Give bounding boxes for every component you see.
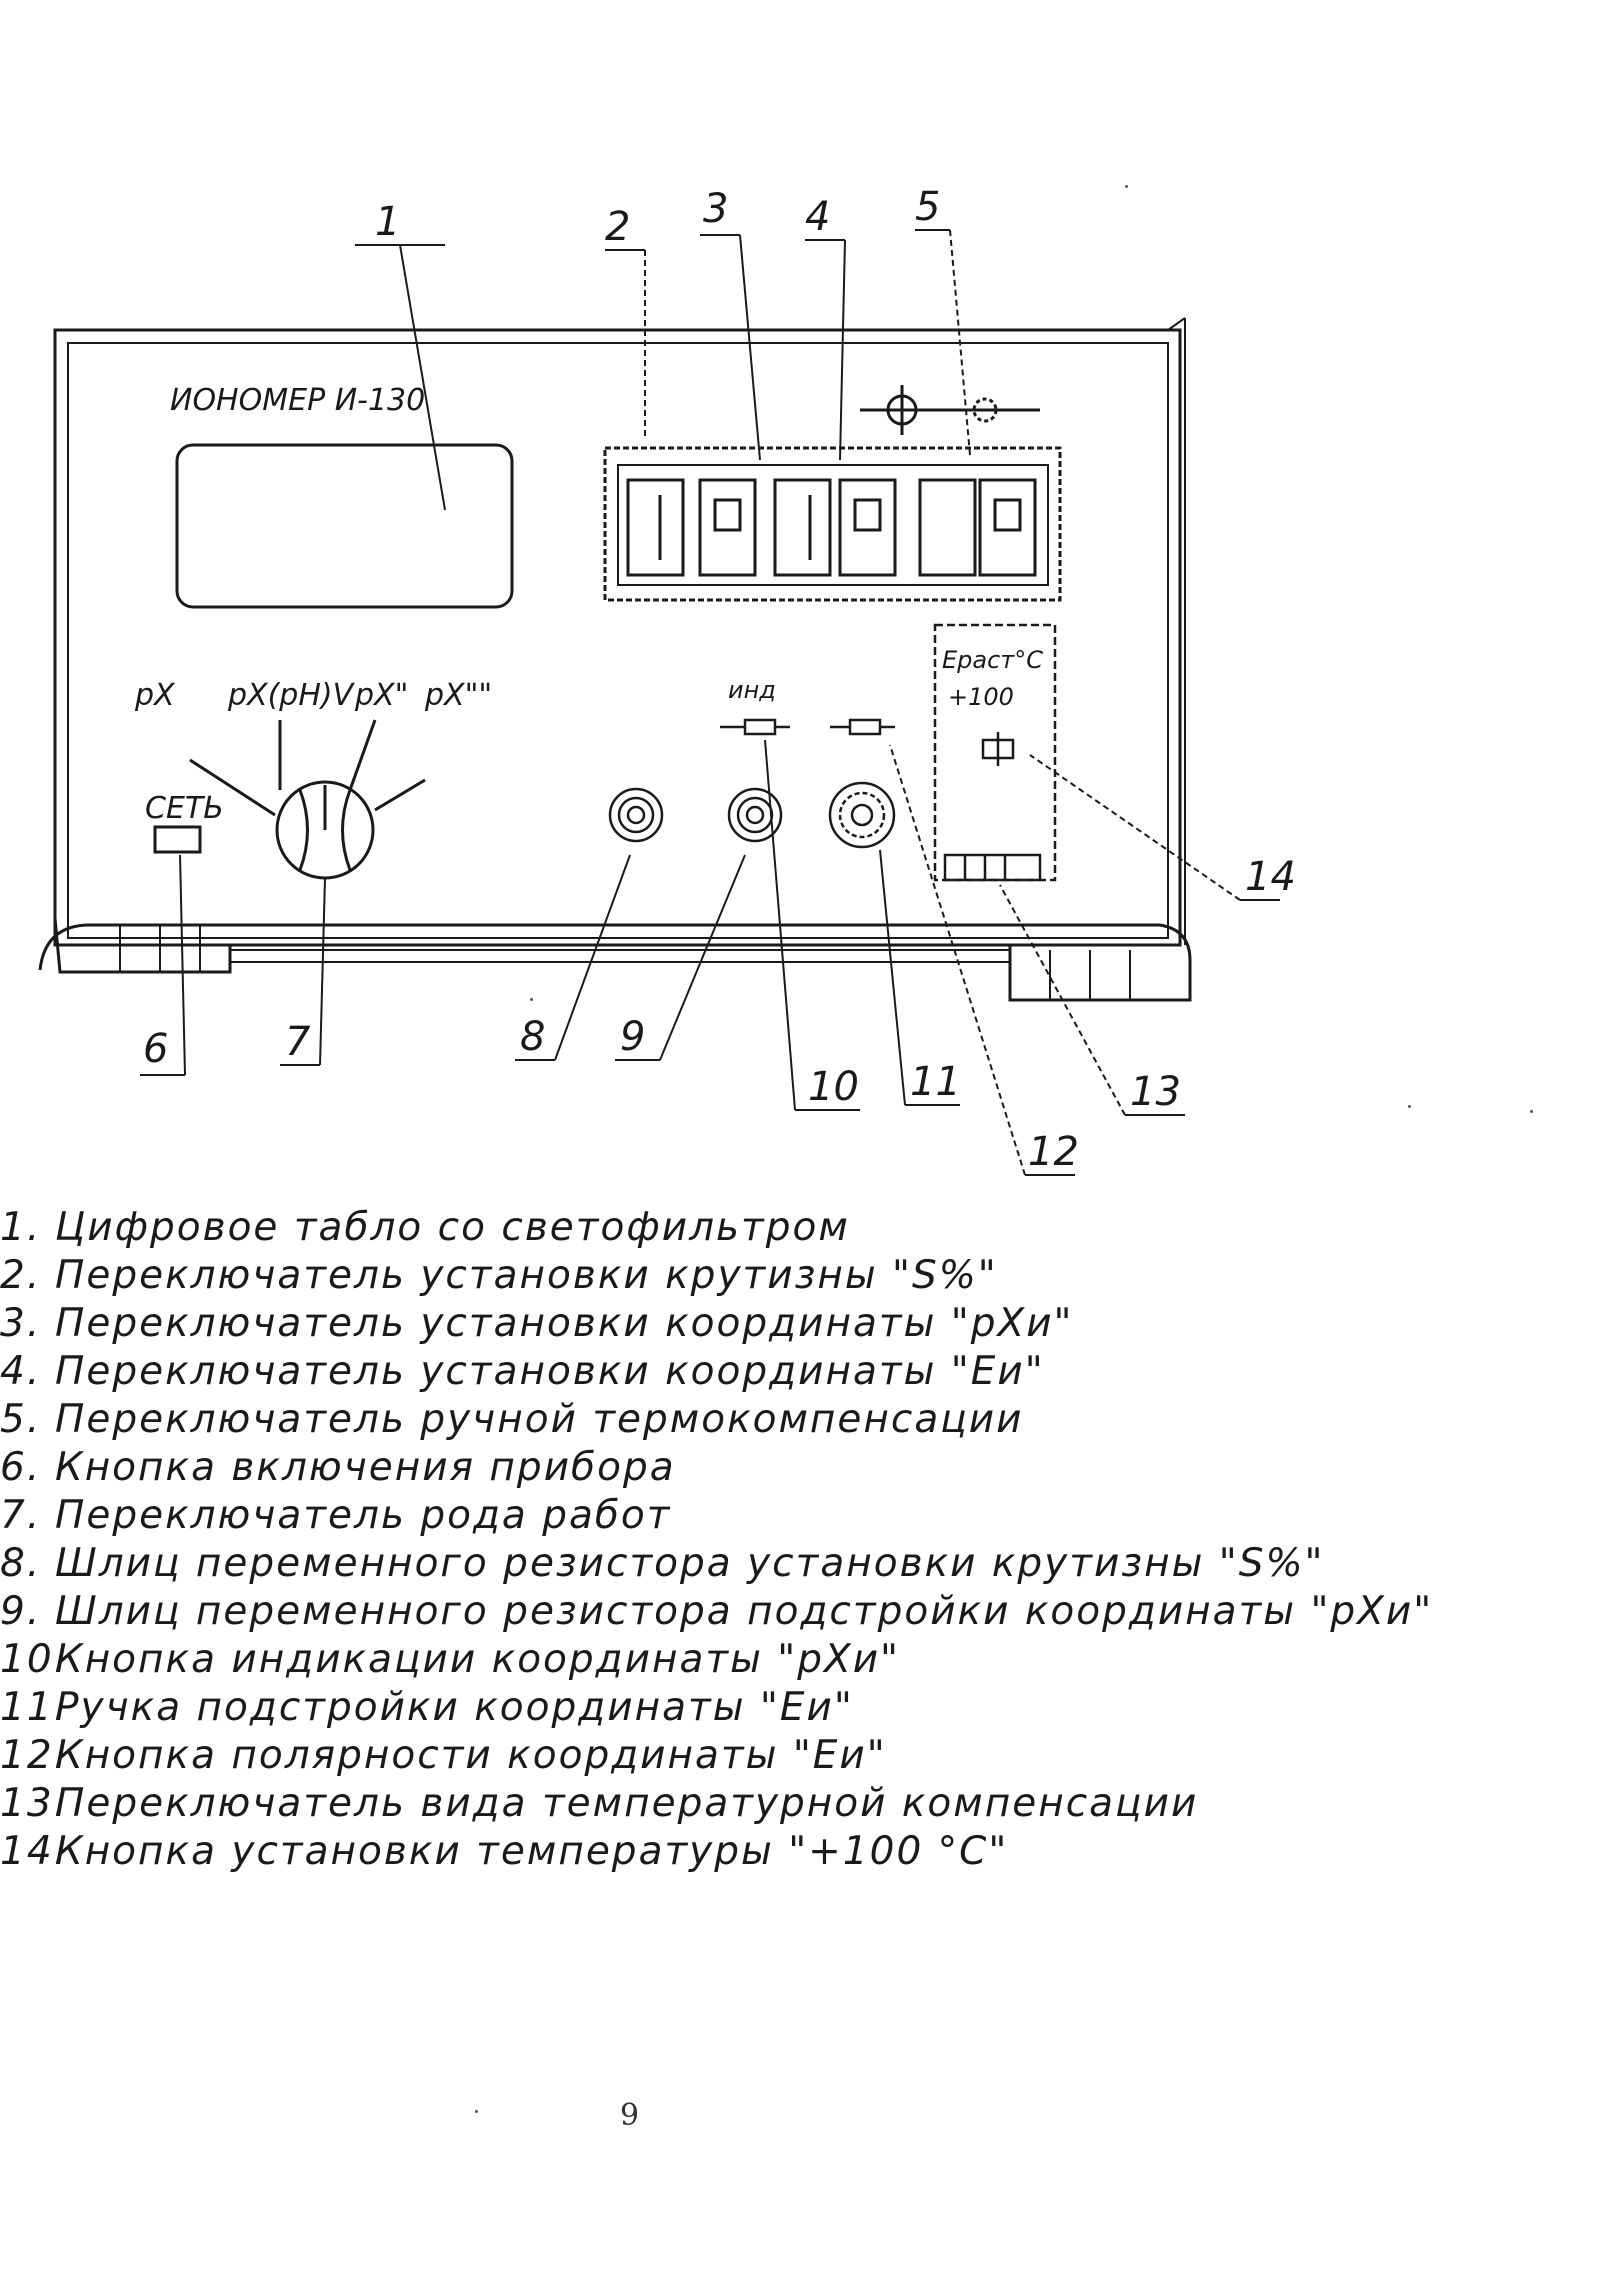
- panel-title: ИОНОМЕР И-130: [170, 383, 426, 418]
- callout-8: 8: [520, 1014, 546, 1060]
- power-label: СЕТЬ: [145, 791, 224, 826]
- legend-text: Кнопка индикации координаты "pXи": [55, 1637, 900, 1682]
- digit-1: [628, 480, 683, 575]
- legend-num: 13.: [0, 1781, 69, 1826]
- legend-num: 6.: [0, 1445, 42, 1490]
- legend-item-12: [0, 1733, 887, 1783]
- scan-speck: [1530, 1110, 1533, 1113]
- mode-label-px-ph-v: pX(pH)V: [228, 678, 354, 713]
- mode-label-px: pX: [135, 678, 175, 713]
- legend-item-5: [0, 1397, 1024, 1447]
- legend-num: 3.: [0, 1301, 42, 1346]
- legend-text: Кнопка полярности координаты "Eи": [55, 1733, 887, 1778]
- callout-14: 14: [1245, 854, 1296, 900]
- legend-num: 5.: [0, 1397, 42, 1442]
- legend-text: Шлиц переменного резистора подстройки координаты "pXи": [55, 1589, 1434, 1634]
- callout-5: 5: [915, 184, 941, 230]
- legend-text: Ручка подстройки координаты "Eи": [55, 1685, 854, 1730]
- instrument-case-inner: [68, 343, 1168, 938]
- scan-speck: [530, 998, 533, 1001]
- ind-button: [745, 720, 775, 734]
- callout-6: 6: [143, 1026, 169, 1072]
- legend-item-11: [0, 1685, 854, 1735]
- legend-item-10: [0, 1637, 900, 1687]
- digit-5: [920, 480, 975, 575]
- temp-label-2: +100: [948, 683, 1014, 711]
- callout-4: 4: [805, 194, 831, 240]
- legend-item-2: [0, 1253, 998, 1303]
- legend-item-6: [0, 1445, 676, 1495]
- instrument-base: [40, 918, 1190, 1000]
- legend-item-14: [0, 1829, 1008, 1879]
- legend-text: Переключатель рода работ: [55, 1493, 672, 1538]
- legend-text: Переключатель установки координаты "pXи": [55, 1301, 1074, 1346]
- legend-num: 7.: [0, 1493, 42, 1538]
- temp-label-1: Epacт°C: [942, 646, 1044, 674]
- scan-speck: [1125, 185, 1128, 188]
- callout-3: 3: [703, 186, 729, 232]
- callout-10: 10: [808, 1064, 859, 1110]
- digital-switch-block: [605, 448, 1060, 600]
- legend-item-4: [0, 1349, 1045, 1399]
- legend-num: 1.: [0, 1205, 42, 1250]
- power-button: [155, 827, 200, 852]
- legend-num: 4.: [0, 1349, 42, 1394]
- legend-text: Переключатель установки крутизны "S%": [55, 1253, 998, 1298]
- legend-item-9: [0, 1589, 1433, 1639]
- callout-9: 9: [620, 1014, 646, 1060]
- legend-text: Кнопка включения прибора: [55, 1445, 676, 1490]
- legend-num: 10.: [0, 1637, 69, 1682]
- callout-11: 11: [910, 1059, 961, 1105]
- mode-label-px3: pX"": [425, 678, 493, 713]
- page-number: 9: [620, 2098, 640, 2133]
- legend-text: Переключатель установки координаты "Eи": [55, 1349, 1045, 1394]
- digit-4: [840, 480, 895, 575]
- legend-item-1: [0, 1205, 850, 1255]
- callout-2: 2: [605, 204, 631, 250]
- legend-item-3: [0, 1301, 1073, 1351]
- scan-speck: [1408, 1105, 1411, 1108]
- callout-1: 1: [375, 199, 401, 245]
- legend-num: 2.: [0, 1253, 42, 1298]
- scan-speck: [475, 2110, 478, 2113]
- polarity-button: [850, 720, 880, 734]
- legend-num: 9.: [0, 1589, 42, 1634]
- digit-2: [700, 480, 755, 575]
- callout-12: 12: [1028, 1129, 1079, 1175]
- legend-item-13: [0, 1781, 1198, 1831]
- legend-text: Кнопка установки температуры "+100 °C": [55, 1829, 1009, 1874]
- legend-text: Переключатель ручной термокомпенсации: [55, 1397, 1024, 1442]
- legend-text: Переключатель вида температурной компенсации: [55, 1781, 1199, 1826]
- display-window: [177, 445, 512, 607]
- mode-label-px2: pX": [355, 678, 409, 713]
- legend-item-7: [0, 1493, 672, 1543]
- instrument-case: [55, 330, 1180, 945]
- legend-text: Цифровое табло со светофильтром: [55, 1205, 850, 1250]
- legend-item-8: [0, 1541, 1324, 1591]
- callout-13: 13: [1130, 1069, 1181, 1115]
- temperature-switch: [945, 855, 1040, 880]
- digit-3: [775, 480, 830, 575]
- legend-num: 8.: [0, 1541, 42, 1586]
- callout-7: 7: [285, 1019, 311, 1065]
- legend-num: 12.: [0, 1733, 69, 1778]
- legend-text: Шлиц переменного резистора установки крутизны "S%": [55, 1541, 1325, 1586]
- ind-label: инд: [728, 676, 776, 704]
- legend-num: 14.: [0, 1829, 69, 1874]
- legend-num: 11.: [0, 1685, 69, 1730]
